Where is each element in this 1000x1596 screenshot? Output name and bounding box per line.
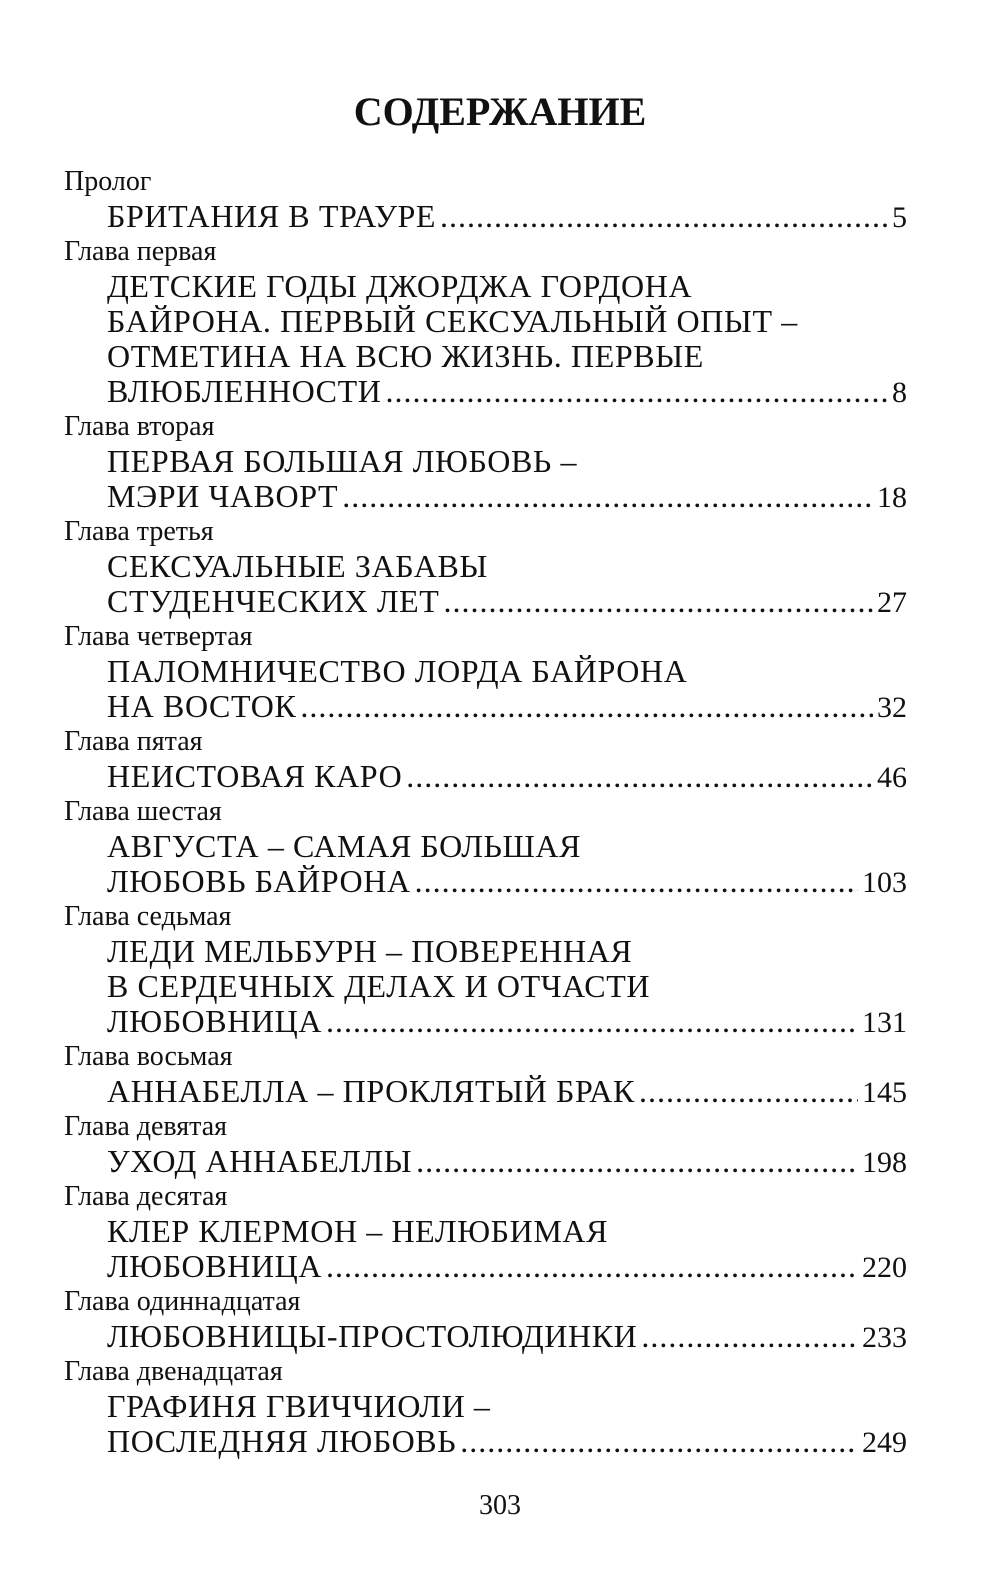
chapter-label: Глава третья (64, 516, 214, 547)
chapter-page-number: 46 (877, 761, 907, 794)
chapter-title-line (107, 759, 907, 794)
toc-entry (0, 164, 1000, 234)
chapter-title-text: УХОД АННАБЕЛЛЫ (107, 1143, 413, 1179)
dot-leader (326, 1249, 858, 1284)
toc-entry (0, 899, 1000, 1039)
chapter-title-line: ДЕТСКИЕ ГОДЫ ДЖОРДЖА ГОРДОНА (107, 268, 693, 304)
chapter-page-number: 32 (877, 691, 907, 724)
dot-leader (641, 1319, 858, 1354)
chapter-label: Пролог (64, 166, 152, 197)
chapter-page-number: 233 (862, 1321, 907, 1354)
chapter-title-line: В СЕРДЕЧНЫХ ДЕЛАХ И ОТЧАСТИ (107, 968, 651, 1004)
chapter-page-number: 131 (862, 1006, 907, 1039)
toc-entry (0, 1109, 1000, 1179)
chapter-page-number: 145 (862, 1076, 907, 1109)
chapter-title-line (107, 1319, 907, 1354)
toc-entry (0, 1179, 1000, 1284)
dot-leader (415, 864, 858, 899)
chapter-title-line (107, 199, 907, 234)
chapter-title-text: БРИТАНИЯ В ТРАУРЕ (107, 198, 436, 234)
chapter-label: Глава первая (64, 236, 217, 267)
toc-entry (0, 724, 1000, 794)
chapter-title-line: СЕКСУАЛЬНЫЕ ЗАБАВЫ (107, 548, 488, 584)
toc-entry (0, 619, 1000, 724)
dot-leader (300, 689, 873, 724)
chapter-title-line: ПАЛОМНИЧЕСТВО ЛОРДА БАЙРОНА (107, 653, 688, 689)
chapter-label: Глава четвертая (64, 621, 253, 652)
chapter-title-text: АННАБЕЛЛА – ПРОКЛЯТЫЙ БРАК (107, 1073, 635, 1109)
chapter-title-line (107, 1074, 907, 1109)
chapter-title-text: ПОСЛЕДНЯЯ ЛЮБОВЬ (107, 1423, 457, 1459)
chapter-label: Глава девятая (64, 1111, 228, 1142)
chapter-label: Глава двенадцатая (64, 1356, 283, 1387)
chapter-title-text: НА ВОСТОК (107, 688, 297, 724)
toc-entry (0, 234, 1000, 409)
chapter-page-number: 103 (862, 866, 907, 899)
dot-leader (385, 374, 888, 409)
chapter-title-text: МЭРИ ЧАВОРТ (107, 478, 339, 514)
chapter-title-text: ЛЮБОВЬ БАЙРОНА (107, 863, 411, 899)
chapter-page-number: 27 (877, 586, 907, 619)
toc-entry (0, 1284, 1000, 1354)
chapter-title-line (107, 584, 907, 619)
toc-entry (0, 409, 1000, 514)
chapter-title-line (107, 479, 907, 514)
chapter-title-text: ЛЮБОВНИЦА (107, 1003, 323, 1039)
chapter-title-line: ГРАФИНЯ ГВИЧЧИОЛИ – (107, 1388, 491, 1424)
chapter-title-line (107, 1249, 907, 1284)
toc-entry (0, 1354, 1000, 1459)
page-number: 303 (479, 1490, 521, 1521)
table-of-contents (0, 164, 1000, 1459)
chapter-title-line: ПЕРВАЯ БОЛЬШАЯ ЛЮБОВЬ – (107, 443, 578, 479)
toc-entry (0, 794, 1000, 899)
chapter-title-text: СТУДЕНЧЕСКИХ ЛЕТ (107, 583, 440, 619)
chapter-page-number: 18 (877, 481, 907, 514)
chapter-title-line (107, 1424, 907, 1459)
chapter-page-number: 249 (862, 1426, 907, 1459)
dot-leader (326, 1004, 858, 1039)
chapter-title-text: ВЛЮБЛЕННОСТИ (107, 373, 382, 409)
chapter-title-line (107, 1004, 907, 1039)
chapter-label: Глава десятая (64, 1181, 228, 1212)
toc-entry (0, 514, 1000, 619)
chapter-label: Глава восьмая (64, 1041, 233, 1072)
chapter-label: Глава шестая (64, 796, 222, 827)
chapter-title-line: АВГУСТА – САМАЯ БОЛЬШАЯ (107, 828, 582, 864)
dot-leader (440, 199, 888, 234)
dot-leader (639, 1074, 858, 1109)
chapter-page-number: 8 (892, 376, 907, 409)
chapter-title-line (107, 374, 907, 409)
page-title: СОДЕРЖАНИЕ (353, 89, 647, 134)
dot-leader (416, 1144, 858, 1179)
chapter-title-line: БАЙРОНА. ПЕРВЫЙ СЕКСУАЛЬНЫЙ ОПЫТ – (107, 303, 798, 339)
dot-leader (460, 1424, 858, 1459)
chapter-title-line: КЛЕР КЛЕРМОН – НЕЛЮБИМАЯ (107, 1213, 609, 1249)
chapter-label: Глава пятая (64, 726, 203, 757)
dot-leader (443, 584, 873, 619)
chapter-title-text: ЛЮБОВНИЦА (107, 1248, 323, 1284)
chapter-page-number: 220 (862, 1251, 907, 1284)
chapter-label: Глава седьмая (64, 901, 232, 932)
chapter-label: Глава одиннадцатая (64, 1286, 301, 1317)
dot-leader (342, 479, 873, 514)
chapter-page-number: 198 (862, 1146, 907, 1179)
chapter-title-text: ЛЮБОВНИЦЫ-ПРОСТОЛЮДИНКИ (107, 1318, 638, 1354)
toc-entry (0, 1039, 1000, 1109)
chapter-page-number: 5 (892, 201, 907, 234)
chapter-label: Глава вторая (64, 411, 215, 442)
chapter-title-line: ОТМЕТИНА НА ВСЮ ЖИЗНЬ. ПЕРВЫЕ (107, 338, 704, 374)
chapter-title-line (107, 689, 907, 724)
chapter-title-line (107, 1144, 907, 1179)
chapter-title-line: ЛЕДИ МЕЛЬБУРН – ПОВЕРЕННАЯ (107, 933, 633, 969)
dot-leader (406, 759, 873, 794)
chapter-title-text: НЕИСТОВАЯ КАРО (107, 758, 403, 794)
chapter-title-line (107, 864, 907, 899)
